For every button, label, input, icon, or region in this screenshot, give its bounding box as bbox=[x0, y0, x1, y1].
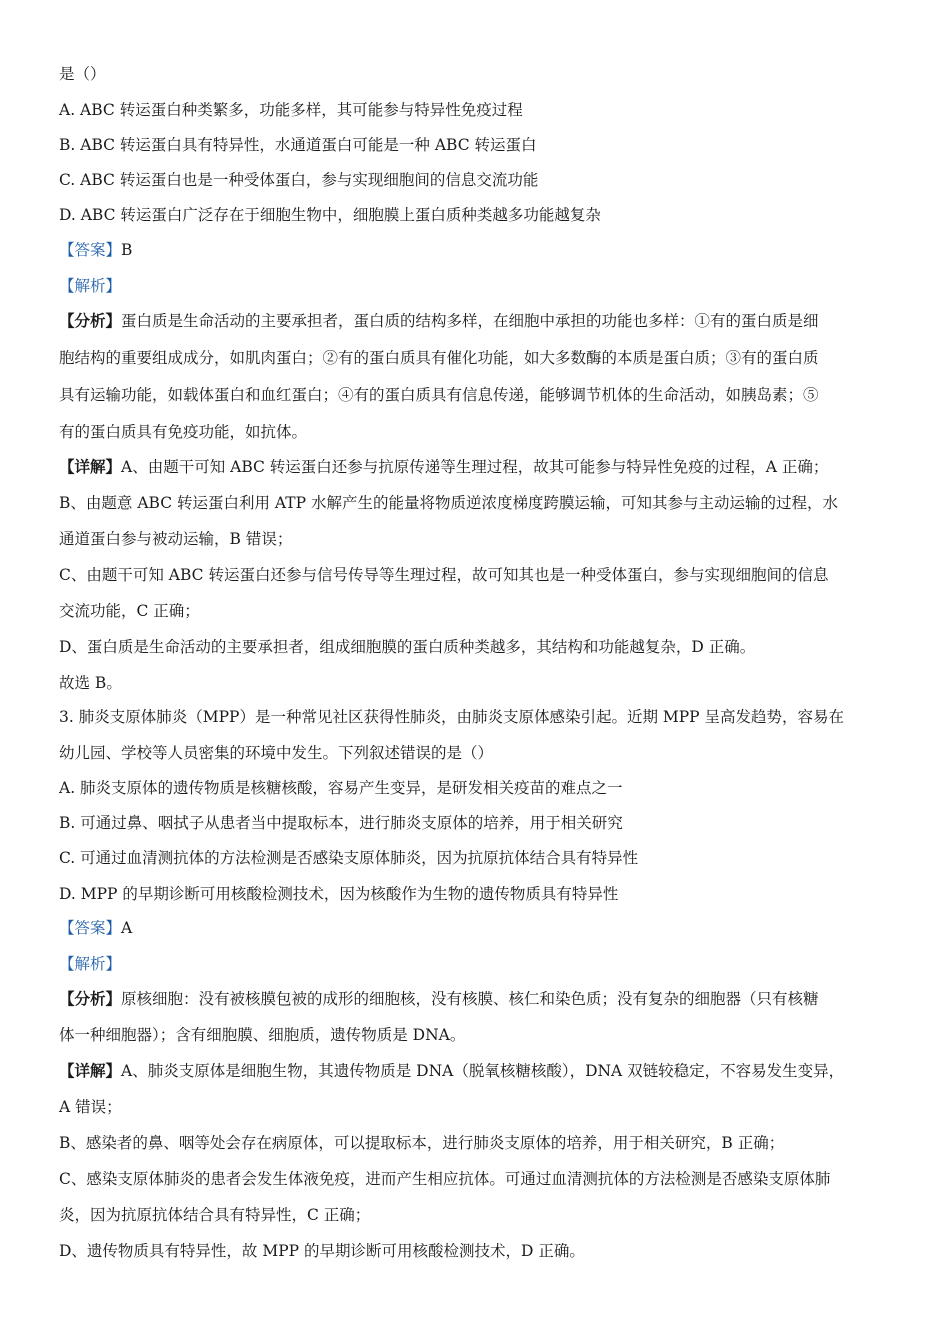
q2-conclusion: 故选 B。 bbox=[59, 674, 122, 692]
answer-value: A bbox=[121, 919, 133, 937]
q3-answer bbox=[59, 918, 132, 938]
q2-analysis-heading bbox=[59, 276, 121, 296]
q2-fenxi-line-4: 有的蛋白质具有免疫功能，如抗体。 bbox=[59, 423, 308, 441]
xiangjie-text: A、肺炎支原体是细胞生物，其遗传物质是 DNA（脱氧核糖核酸），DNA 双链较稳定，不容易发生变异， bbox=[121, 1062, 845, 1080]
q2-fenxi-line-2: 胞结构的重要组成成分，如肌肉蛋白；②有的蛋白质具有催化功能，如大多数酶的本质是蛋白质；③有的蛋白质 bbox=[59, 349, 819, 367]
fenxi-tag: 【分析】 bbox=[59, 989, 122, 1008]
q3-xiangjie-line-3: B、感染者的鼻、咽等处会存在病原体，可以提取标本，进行肺炎支原体的培养，用于相关研究，B 正确； bbox=[59, 1134, 785, 1152]
q2-stem-tail: 是（） bbox=[59, 65, 106, 83]
q3-stem-line-1: 3. 肺炎支原体肺炎（MPP）是一种常见社区获得性肺炎，由肺炎支原体感染引起。近期 MPP 呈高发趋势，容易在 bbox=[59, 708, 845, 726]
answer-tag: 【答案】 bbox=[59, 241, 122, 259]
analysis-tag: 【解析】 bbox=[59, 277, 122, 295]
q2-fenxi-line-1 bbox=[59, 311, 819, 331]
xiangjie-text: A、由题干可知 ABC 转运蛋白还参与抗原传递等生理过程，故其可能参与特异性免疫的过程，A 正确； bbox=[121, 458, 829, 476]
xiangjie-tag: 【详解】 bbox=[59, 457, 122, 476]
analysis-tag: 【解析】 bbox=[59, 955, 122, 973]
q2-fenxi-line-3: 具有运输功能，如载体蛋白和血红蛋白；④有的蛋白质具有信息传递，能够调节机体的生命活动，如胰岛素；⑤ bbox=[59, 386, 819, 404]
q3-option-d: D. MPP 的早期诊断可用核酸检测技术，因为核酸作为生物的遗传物质具有特异性 bbox=[59, 885, 619, 903]
q2-option-d: D. ABC 转运蛋白广泛存在于细胞生物中，细胞膜上蛋白质种类越多功能越复杂 bbox=[59, 206, 601, 224]
q2-xiangjie-line-2: B、由题意 ABC 转运蛋白利用 ATP 水解产生的能量将物质逆浓度梯度跨膜运输，可知其参与主动运输的过程，水 bbox=[59, 494, 838, 512]
q3-xiangjie-line-1 bbox=[59, 1061, 844, 1081]
q2-answer bbox=[59, 240, 132, 260]
q2-xiangjie-line-1 bbox=[59, 457, 828, 477]
fenxi-text: 原核细胞：没有被核膜包被的成形的细胞核，没有核膜、核仁和染色质；没有复杂的细胞器（只有核糖 bbox=[121, 990, 819, 1008]
q3-xiangjie-line-2: A 错误； bbox=[59, 1098, 122, 1116]
q2-xiangjie-line-3: 通道蛋白参与被动运输，B 错误； bbox=[59, 530, 293, 548]
fenxi-tag: 【分析】 bbox=[59, 311, 122, 330]
answer-tag: 【答案】 bbox=[59, 919, 122, 937]
xiangjie-tag: 【详解】 bbox=[59, 1061, 122, 1080]
q3-option-b: B. 可通过鼻、咽拭子从患者当中提取标本，进行肺炎支原体的培养，用于相关研究 bbox=[59, 814, 623, 832]
q2-option-b: B. ABC 转运蛋白具有特异性，水通道蛋白可能是一种 ABC 转运蛋白 bbox=[59, 136, 537, 154]
q3-xiangjie-line-5: 炎，因为抗原抗体结合具有特异性，C 正确； bbox=[59, 1206, 371, 1224]
q3-stem-line-2: 幼儿园、学校等人员密集的环境中发生。下列叙述错误的是（） bbox=[59, 744, 494, 762]
q3-xiangjie-line-6: D、遗传物质具有特异性，故 MPP 的早期诊断可用核酸检测技术，D 正确。 bbox=[59, 1242, 585, 1260]
answer-value: B bbox=[121, 241, 133, 259]
q3-option-a: A. 肺炎支原体的遗传物质是核糖核酸，容易产生变异，是研发相关疫苗的难点之一 bbox=[59, 779, 623, 797]
q2-option-a: A. ABC 转运蛋白种类繁多，功能多样，其可能参与特异性免疫过程 bbox=[59, 101, 523, 119]
q3-fenxi-line-2: 体一种细胞器）；含有细胞膜、细胞质，遗传物质是 DNA。 bbox=[59, 1026, 466, 1044]
q2-xiangjie-line-4: C、由题干可知 ABC 转运蛋白还参与信号传导等生理过程，故可知其也是一种受体蛋白，参与实现细胞间的信息 bbox=[59, 566, 829, 584]
q3-fenxi-line-1 bbox=[59, 989, 819, 1009]
q3-option-c: C. 可通过血清测抗体的方法检测是否感染支原体肺炎，因为抗原抗体结合具有特异性 bbox=[59, 849, 639, 867]
q2-xiangjie-line-6: D、蛋白质是生命活动的主要承担者，组成细胞膜的蛋白质种类越多，其结构和功能越复杂，D 正确。 bbox=[59, 638, 756, 656]
q2-xiangjie-line-5: 交流功能，C 正确； bbox=[59, 602, 200, 620]
q2-option-c: C. ABC 转运蛋白也是一种受体蛋白，参与实现细胞间的信息交流功能 bbox=[59, 171, 539, 189]
fenxi-text: 蛋白质是生命活动的主要承担者，蛋白质的结构多样，在细胞中承担的功能也多样：①有的蛋白质是细 bbox=[121, 312, 819, 330]
q3-analysis-heading bbox=[59, 954, 121, 974]
q3-xiangjie-line-4: C、感染支原体肺炎的患者会发生体液免疫，进而产生相应抗体。可通过血清测抗体的方法检测是否感染支原体肺 bbox=[59, 1170, 831, 1188]
